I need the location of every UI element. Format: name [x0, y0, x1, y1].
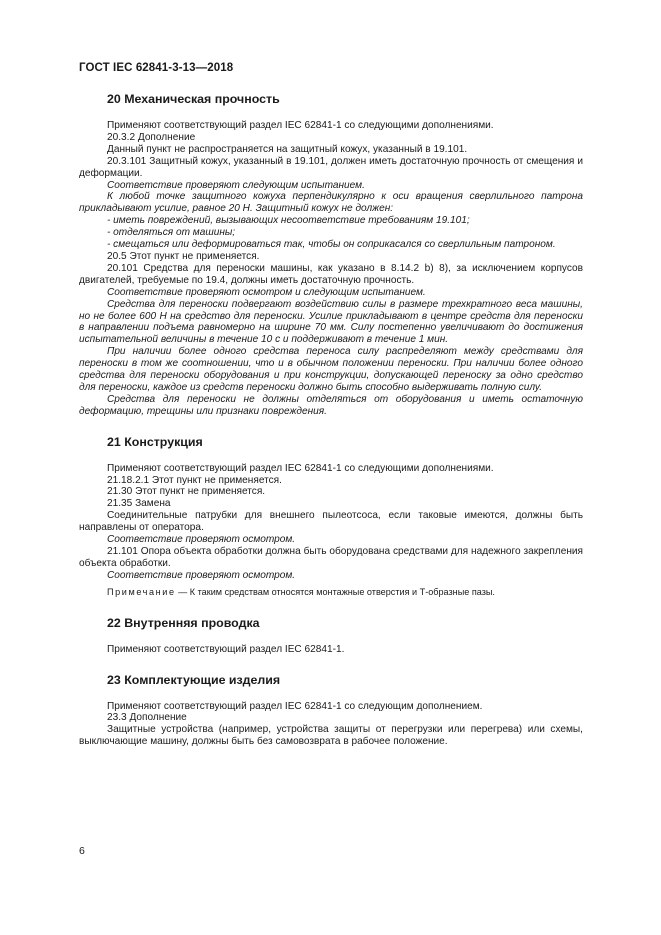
paragraph: Средства для переноски не должны отделяться от оборудования и иметь остаточную деформацию, трещины или признаки повреждения.	[79, 393, 583, 417]
paragraph: - иметь повреждений, вызывающих несоответствие требованиям 19.101;	[107, 215, 470, 227]
section-body	[79, 701, 583, 749]
paragraph: 20.5 Этот пункт не применяется.	[107, 250, 260, 262]
paragraph: 21.101 Опора объекта обработки должна быть оборудована средствами для надежного закрепления объекта обработки.	[79, 546, 583, 569]
section-1	[79, 92, 583, 418]
paragraph: 21.30 Этот пункт не применяется.	[107, 486, 266, 498]
paragraph: Применяют соответствующий раздел IEC 62841-1.	[107, 643, 345, 655]
section-body	[79, 463, 583, 599]
note	[79, 587, 583, 599]
paragraph: Применяют соответствующий раздел IEC 62841-1 со следующими дополнениями.	[107, 462, 494, 474]
section-body	[79, 644, 583, 656]
section-heading: 23 Комплектующие изделия	[107, 672, 281, 687]
paragraph: 20.3.2 Дополнение	[107, 131, 196, 143]
paragraph: Применяют соответствующий раздел IEC 62841-1 со следующим дополнением.	[107, 700, 483, 712]
paragraph: 21.35 Замена	[107, 498, 171, 510]
paragraph: Соответствие проверяют осмотром.	[107, 534, 296, 546]
paragraph: При наличии более одного средства переноса силу распределяют между средствами для переноски в том же соотношении, что и в обычном положении переноски. При наличии более одного средства для переноски оборудования и при конструкции, допускающей переноску за одно средство для переноски, каждое из средств переноски должно быть способно выдерживать полную силу.	[79, 346, 583, 393]
paragraph: 21.18.2.1 Этот пункт не применяется.	[107, 474, 282, 486]
paragraph: Соответствие проверяют следующим испытанием.	[107, 179, 365, 191]
section-heading: 20 Механическая прочность	[107, 92, 280, 106]
section-2	[79, 435, 583, 599]
section-3	[79, 616, 583, 656]
note-text: — К таким средствам относятся монтажные отверстия и Т-образные пазы.	[175, 586, 495, 597]
paragraph: 20.101 Средства для переноски машины, как указано в 8.14.2 b) 8), за исключением корпусов двигателей, требуемые по 19.4, должны иметь достаточную прочность.	[79, 262, 583, 286]
paragraph: К любой точке защитного кожуха перпендикулярно к оси вращения сверлильного патрона прикладывают усилие, равное 20 Н. Защитный кожух не должен:	[79, 191, 583, 215]
paragraph: Защитные устройства (например, устройства защиты от перегрузки или перегрева) или схемы, выключающие машину, должны быть без самовозврата в рабочее положение.	[79, 724, 583, 748]
paragraph: Данный пункт не распространяется на защитный кожух, указанный в 19.101.	[107, 143, 468, 155]
paragraph: Средства для переноски подвергают воздействию силы в размере трехкратного веса машины, но не более 600 Н на средство для переноски. Усилие прикладывают в центре средств для переноски в направлении подъема равномерно на ширине 70 мм. Силу постепенно увеличивают до достижения испытательной величины в течение 10 с и поддерживают в течение 1 мин.	[79, 298, 583, 346]
paragraph: Соединительные патрубки для внешнего пылеотсоса, если таковые имеются, должны быть направлены от оператора.	[79, 510, 583, 534]
paragraph: 20.3.101 Защитный кожух, указанный в 19.101, должен иметь достаточную прочность от смещения и деформации.	[79, 155, 583, 179]
section-body	[79, 120, 583, 418]
section-4	[79, 673, 583, 749]
paragraph: Соответствие проверяют осмотром.	[107, 569, 296, 581]
paragraph: 23.3 Дополнение	[107, 712, 187, 724]
section-heading: 22 Внутренняя проводка	[107, 615, 260, 630]
section-heading: 21 Конструкция	[107, 434, 203, 449]
document-content	[79, 92, 583, 765]
note-label: Примечание	[107, 586, 176, 597]
paragraph: - отделяться от машины;	[107, 227, 236, 239]
paragraph: Соответствие проверяют осмотром и следующим испытанием.	[107, 286, 426, 298]
page-number: 6	[79, 845, 85, 857]
standard-header: ГОСТ IEC 62841-3-13—2018	[79, 62, 234, 74]
paragraph: Применяют соответствующий раздел IEC 62841-1 со следующими дополнениями.	[107, 120, 494, 131]
paragraph: - смещаться или деформироваться так, чтобы он соприкасался со сверлильным патроном.	[107, 239, 556, 251]
